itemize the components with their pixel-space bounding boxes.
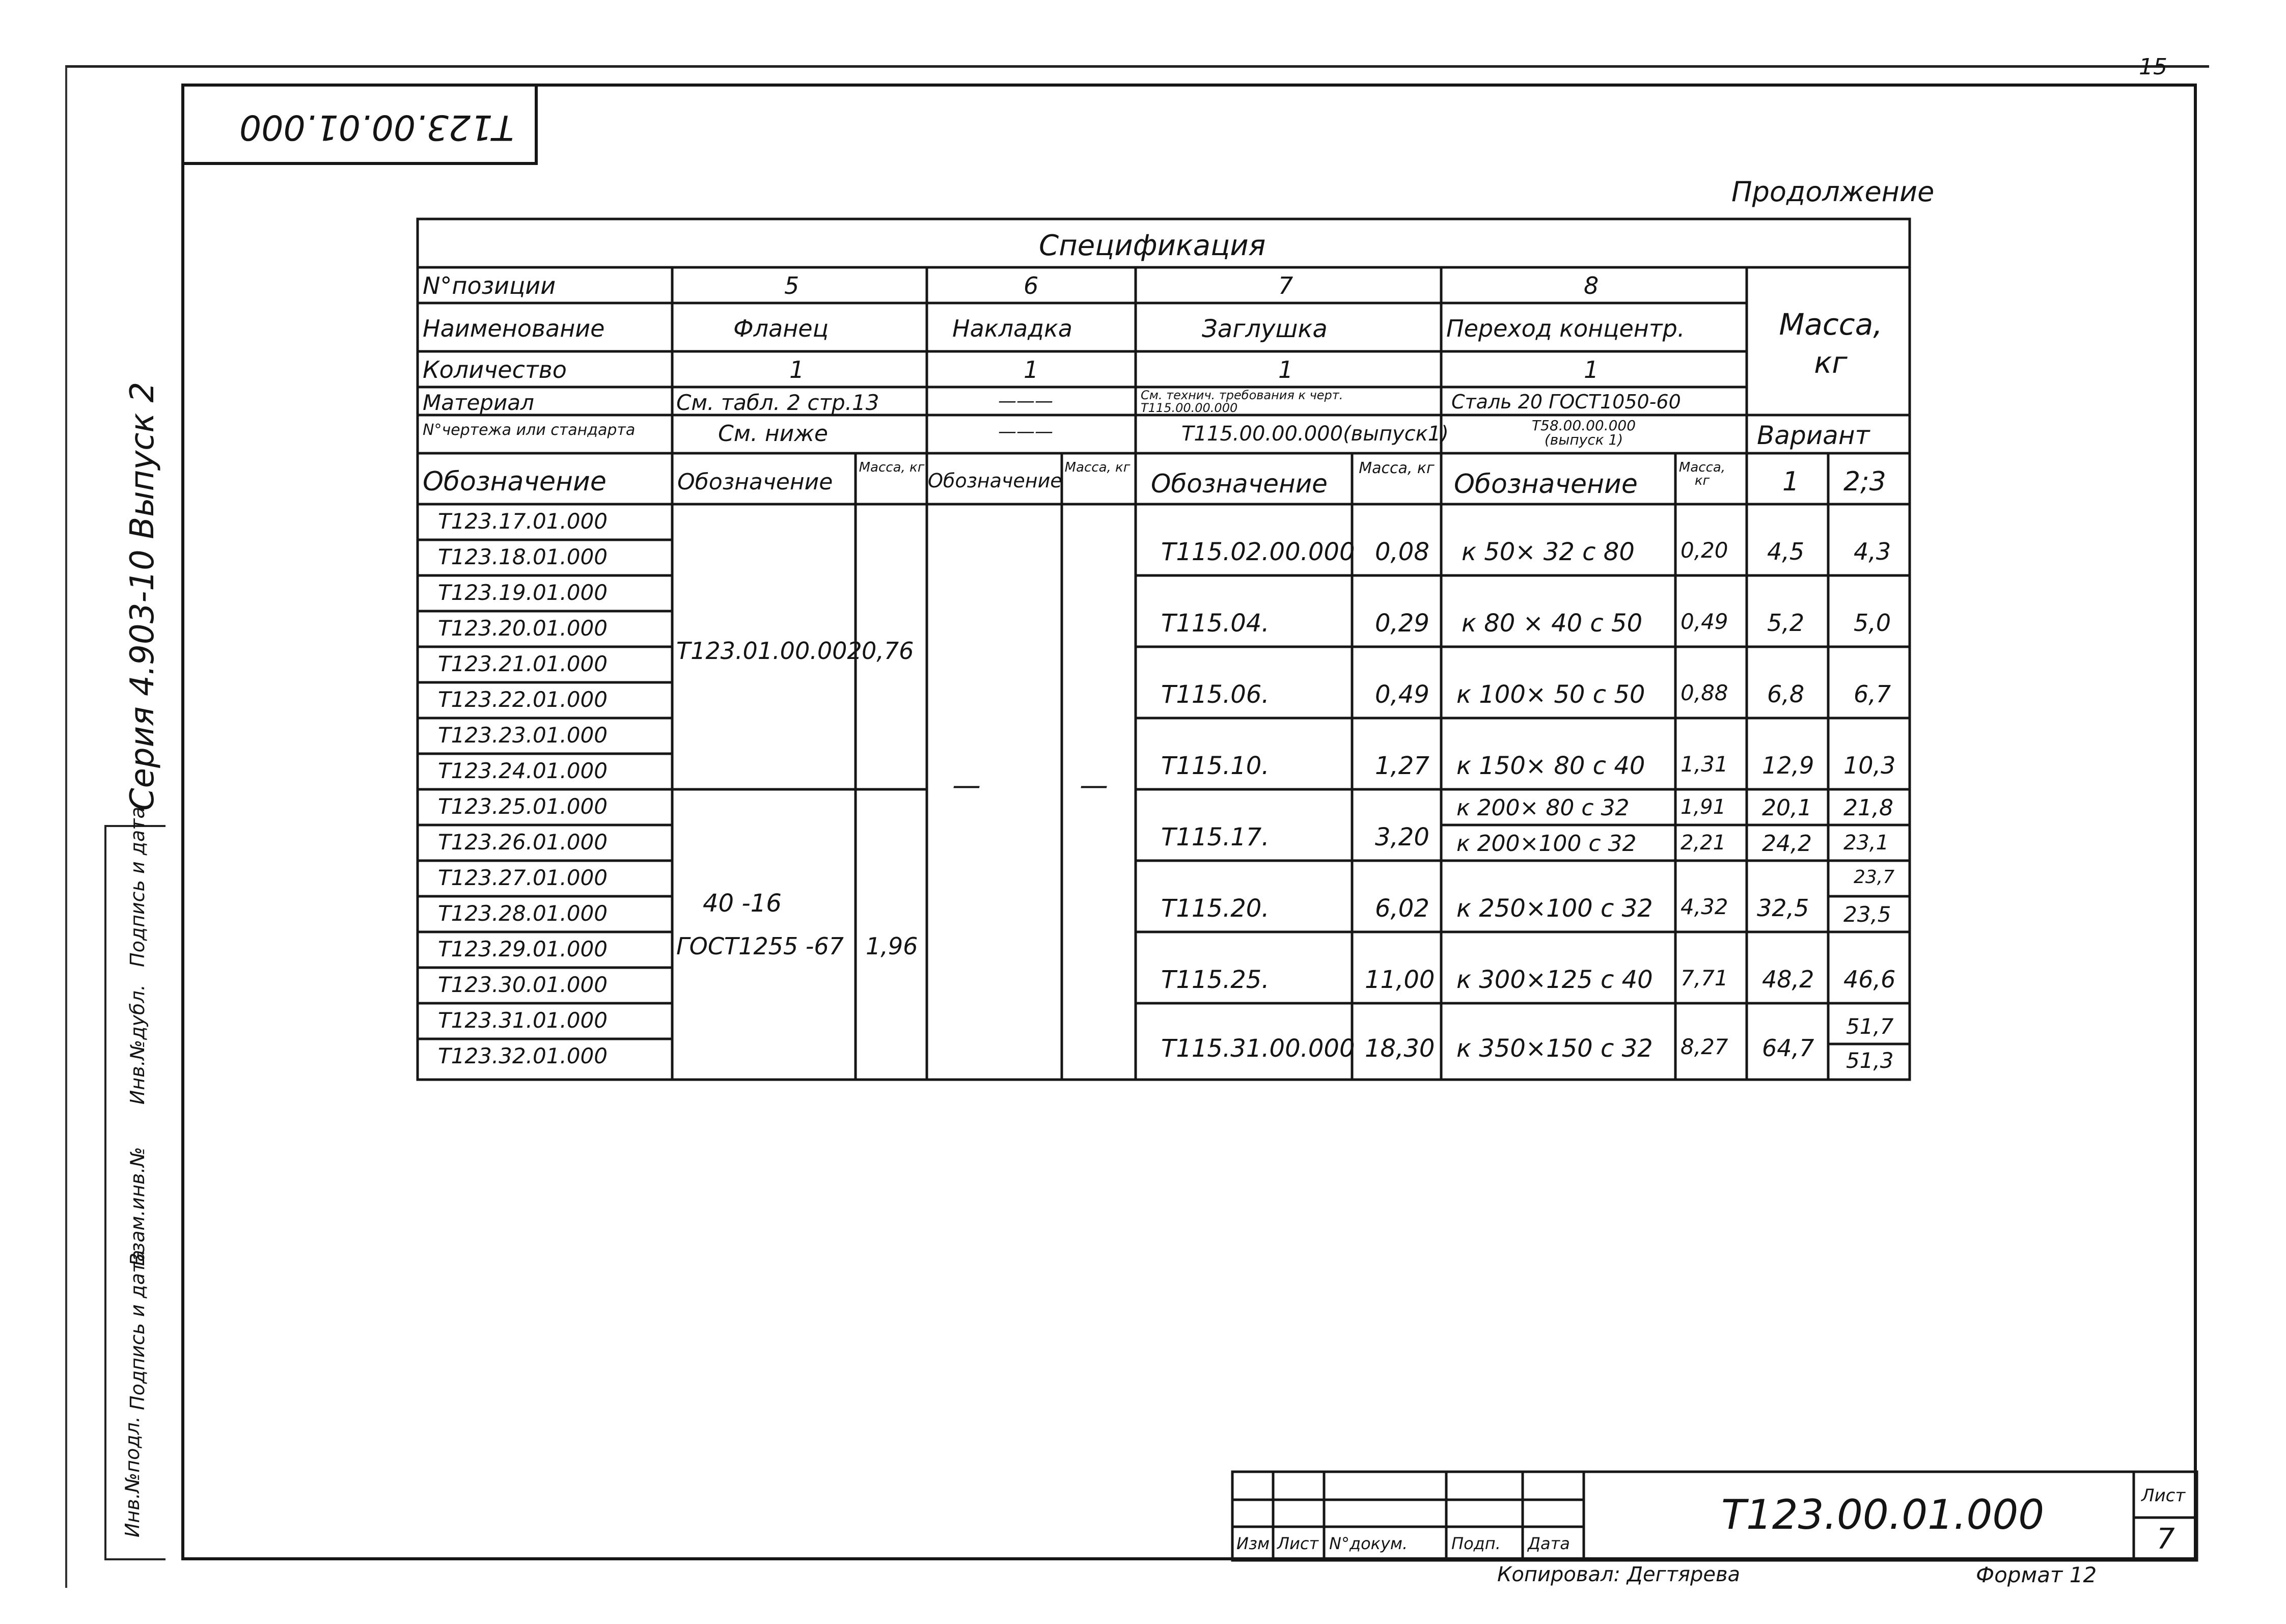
- plug-mass: 11,00: [1365, 966, 1435, 994]
- plug-mass: 1,27: [1375, 752, 1429, 780]
- transition-designation: к 250×100 с 32: [1456, 894, 1653, 923]
- plug-mass: 18,30: [1365, 1034, 1435, 1063]
- variant23-value: 5,0: [1854, 609, 1891, 637]
- designation-row: Т123.25.01.000: [438, 794, 608, 819]
- overlay-dash: —: [1080, 769, 1108, 802]
- copied-by: Копировал: Дегтярева: [1497, 1563, 1741, 1586]
- variant23-value: 4,3: [1854, 538, 1891, 565]
- col8-qty: 1: [1584, 356, 1599, 383]
- spec-title: Спецификация: [1039, 229, 1266, 262]
- col6-drawing: ———: [998, 421, 1053, 442]
- title-label-list: Лист: [1277, 1534, 1319, 1553]
- designation-row: Т123.21.01.000: [438, 651, 608, 676]
- col7-sub-designation: Обозначение: [1151, 469, 1328, 499]
- col5-pos: 5: [784, 272, 800, 299]
- designation-row: Т123.17.01.000: [438, 509, 608, 534]
- flange-group2-designation1: 40 -16: [703, 889, 782, 918]
- col5-name: Фланец: [733, 315, 829, 342]
- label-quantity: Количество: [423, 356, 567, 383]
- format-label: Формат 12: [1976, 1562, 2097, 1587]
- variant1-value: 12,9: [1762, 752, 1814, 779]
- variant1-value: 5,2: [1767, 609, 1805, 637]
- transition-mass: 0,49: [1681, 609, 1728, 634]
- col6-material: ———: [998, 391, 1053, 411]
- col6-name: Накладка: [952, 315, 1072, 342]
- col7-sub-mass: Масса, кг: [1359, 459, 1435, 477]
- col8-drawing: Т58.00.00.000 (выпуск 1): [1531, 417, 1636, 448]
- designation-row: Т123.23.01.000: [438, 723, 608, 748]
- designation-row: Т123.30.01.000: [438, 972, 608, 997]
- variant23-value: 46,6: [1843, 966, 1896, 993]
- transition-designation: к 50× 32 с 80: [1462, 538, 1635, 566]
- designation-row: Т123.19.01.000: [438, 580, 608, 605]
- title-label-doc: N°докум.: [1329, 1534, 1408, 1553]
- variant23-value-a: 51,7: [1846, 1014, 1894, 1039]
- designation-row: Т123.29.01.000: [438, 937, 608, 961]
- variant1-value: 6,8: [1767, 680, 1805, 708]
- mass-header: Масса, кг: [1779, 307, 1883, 380]
- col7-name: Заглушка: [1202, 315, 1328, 343]
- transition-mass: 4,32: [1681, 894, 1728, 919]
- label-name: Наименование: [423, 315, 605, 342]
- col8-sub-mass: Масса, кг: [1678, 460, 1726, 488]
- col8-sub-designation: Обозначение: [1454, 469, 1638, 500]
- label-designation: Обозначение: [423, 466, 607, 497]
- sheet-value: 7: [2157, 1523, 2175, 1556]
- variant1-value: 20,1: [1762, 795, 1812, 821]
- plug-designation: Т115.31.00.000: [1161, 1034, 1355, 1063]
- plug-designation: Т115.06.: [1161, 680, 1270, 709]
- variant-col-23: 2;3: [1843, 466, 1886, 497]
- variant23-value-b: 51,3: [1846, 1048, 1894, 1073]
- margin-label-2: Подпись и дата: [126, 1250, 149, 1410]
- col6-sub-mass: Масса, кг: [1064, 460, 1131, 475]
- variant23-value: 21,8: [1843, 795, 1893, 821]
- variant23-value-a: 23,7: [1854, 867, 1895, 888]
- plug-designation: Т115.25.: [1161, 966, 1270, 994]
- col5-material: См. табл. 2 стр.13: [676, 390, 879, 415]
- variant23-value-b: 23,5: [1843, 902, 1891, 927]
- plug-mass: 6,02: [1375, 894, 1429, 923]
- transition-designation: к 200× 80 с 32: [1456, 795, 1630, 821]
- label-material: Материал: [423, 390, 534, 415]
- designation-row: Т123.28.01.000: [438, 901, 608, 926]
- designation-row: Т123.24.01.000: [438, 758, 608, 783]
- col6-qty: 1: [1024, 356, 1039, 383]
- label-drawing: N°чертежа или стандарта: [423, 421, 636, 439]
- plug-designation: Т115.17.: [1161, 823, 1270, 851]
- transition-designation: к 200×100 с 32: [1456, 831, 1637, 857]
- col5-qty: 1: [789, 356, 805, 383]
- variant23-value: 6,7: [1854, 680, 1891, 708]
- continuation-label: Продолжение: [1731, 176, 1935, 208]
- variant1-value: 64,7: [1762, 1034, 1814, 1062]
- designation-row: Т123.31.01.000: [438, 1008, 608, 1033]
- flange-group1-mass: 0,76: [862, 637, 914, 665]
- col5-drawing: См. ниже: [718, 421, 828, 447]
- plug-designation: Т115.10.: [1161, 752, 1270, 780]
- plug-designation: Т115.02.00.000: [1161, 538, 1355, 566]
- series-label: Серия 4.903-10 Выпуск 2: [124, 381, 161, 811]
- plug-designation: Т115.20.: [1161, 894, 1270, 923]
- margin-label-3: Взам.инв.№: [126, 1147, 149, 1266]
- designation-row: Т123.26.01.000: [438, 830, 608, 855]
- margin-label-5: Подпись и дата: [126, 807, 149, 967]
- top-sheet-number: 15: [2139, 54, 2167, 80]
- flange-group2-mass: 1,96: [866, 932, 918, 960]
- variant1-value: 4,5: [1767, 538, 1805, 565]
- designation-row: Т123.22.01.000: [438, 687, 608, 712]
- transition-mass: 0,20: [1681, 538, 1728, 563]
- transition-mass: 1,91: [1681, 795, 1726, 819]
- col6-sub-designation: Обозначение: [928, 470, 1062, 492]
- variant23-value: 23,1: [1843, 831, 1889, 855]
- col8-pos: 8: [1584, 272, 1599, 299]
- variant23-value: 10,3: [1843, 752, 1896, 779]
- transition-designation: к 80 × 40 с 50: [1462, 609, 1643, 638]
- transition-mass: 1,31: [1681, 752, 1728, 777]
- variant1-value: 24,2: [1762, 831, 1812, 857]
- transition-designation: к 300×125 с 40: [1456, 966, 1653, 994]
- col7-drawing: Т115.00.00.000(выпуск1): [1181, 422, 1449, 446]
- transition-designation: к 350×150 с 32: [1456, 1034, 1653, 1063]
- plug-mass: 0,08: [1375, 538, 1429, 566]
- flange-group1-designation: Т123.01.00.002: [676, 637, 862, 665]
- top-stamp-text: Т123.00.01.000: [239, 107, 514, 147]
- col5-sub-designation: Обозначение: [677, 469, 833, 495]
- document-number: Т123.00.01.000: [1721, 1491, 2045, 1538]
- transition-mass: 0,88: [1681, 680, 1728, 705]
- col7-qty: 1: [1278, 356, 1293, 383]
- col8-name: Переход концентр.: [1446, 315, 1685, 342]
- plug-mass: 3,20: [1375, 823, 1429, 851]
- margin-label-1: Инв.№подл.: [121, 1416, 144, 1537]
- transition-designation: к 100× 50 с 50: [1456, 680, 1645, 709]
- transition-mass: 2,21: [1681, 831, 1726, 855]
- designation-row: Т123.20.01.000: [438, 616, 608, 641]
- col5-sub-mass: Масса, кг: [859, 460, 925, 475]
- plug-mass: 0,49: [1375, 680, 1429, 709]
- plug-designation: Т115.04.: [1161, 609, 1270, 638]
- plug-mass: 0,29: [1375, 609, 1429, 638]
- variant-header: Вариант: [1757, 421, 1870, 450]
- margin-label-4: Инв.№дубл.: [126, 984, 149, 1105]
- designation-row: Т123.27.01.000: [438, 865, 608, 890]
- col6-pos: 6: [1024, 272, 1039, 299]
- col8-material: Сталь 20 ГОСТ1050-60: [1451, 391, 1681, 413]
- variant1-value: 32,5: [1757, 894, 1809, 922]
- label-position: N°позиции: [423, 272, 556, 299]
- designation-row: Т123.18.01.000: [438, 544, 608, 569]
- title-label-date: Дата: [1528, 1534, 1570, 1553]
- sheet-label: Лист: [2141, 1485, 2186, 1506]
- variant-col-1: 1: [1782, 466, 1800, 497]
- title-label-izm: Изм: [1236, 1534, 1270, 1553]
- variant1-value: 48,2: [1762, 966, 1814, 993]
- title-label-sign: Подп.: [1451, 1534, 1501, 1553]
- overlay-dash: —: [952, 769, 981, 802]
- transition-designation: к 150× 80 с 40: [1456, 752, 1645, 780]
- col7-material: См. технич. требования к черт. Т115.00.00.000: [1141, 388, 1343, 416]
- col7-pos: 7: [1278, 272, 1293, 299]
- designation-row: Т123.32.01.000: [438, 1043, 608, 1068]
- flange-group2-designation2: ГОСТ1255 -67: [676, 932, 844, 960]
- transition-mass: 8,27: [1681, 1034, 1728, 1059]
- transition-mass: 7,71: [1681, 966, 1728, 990]
